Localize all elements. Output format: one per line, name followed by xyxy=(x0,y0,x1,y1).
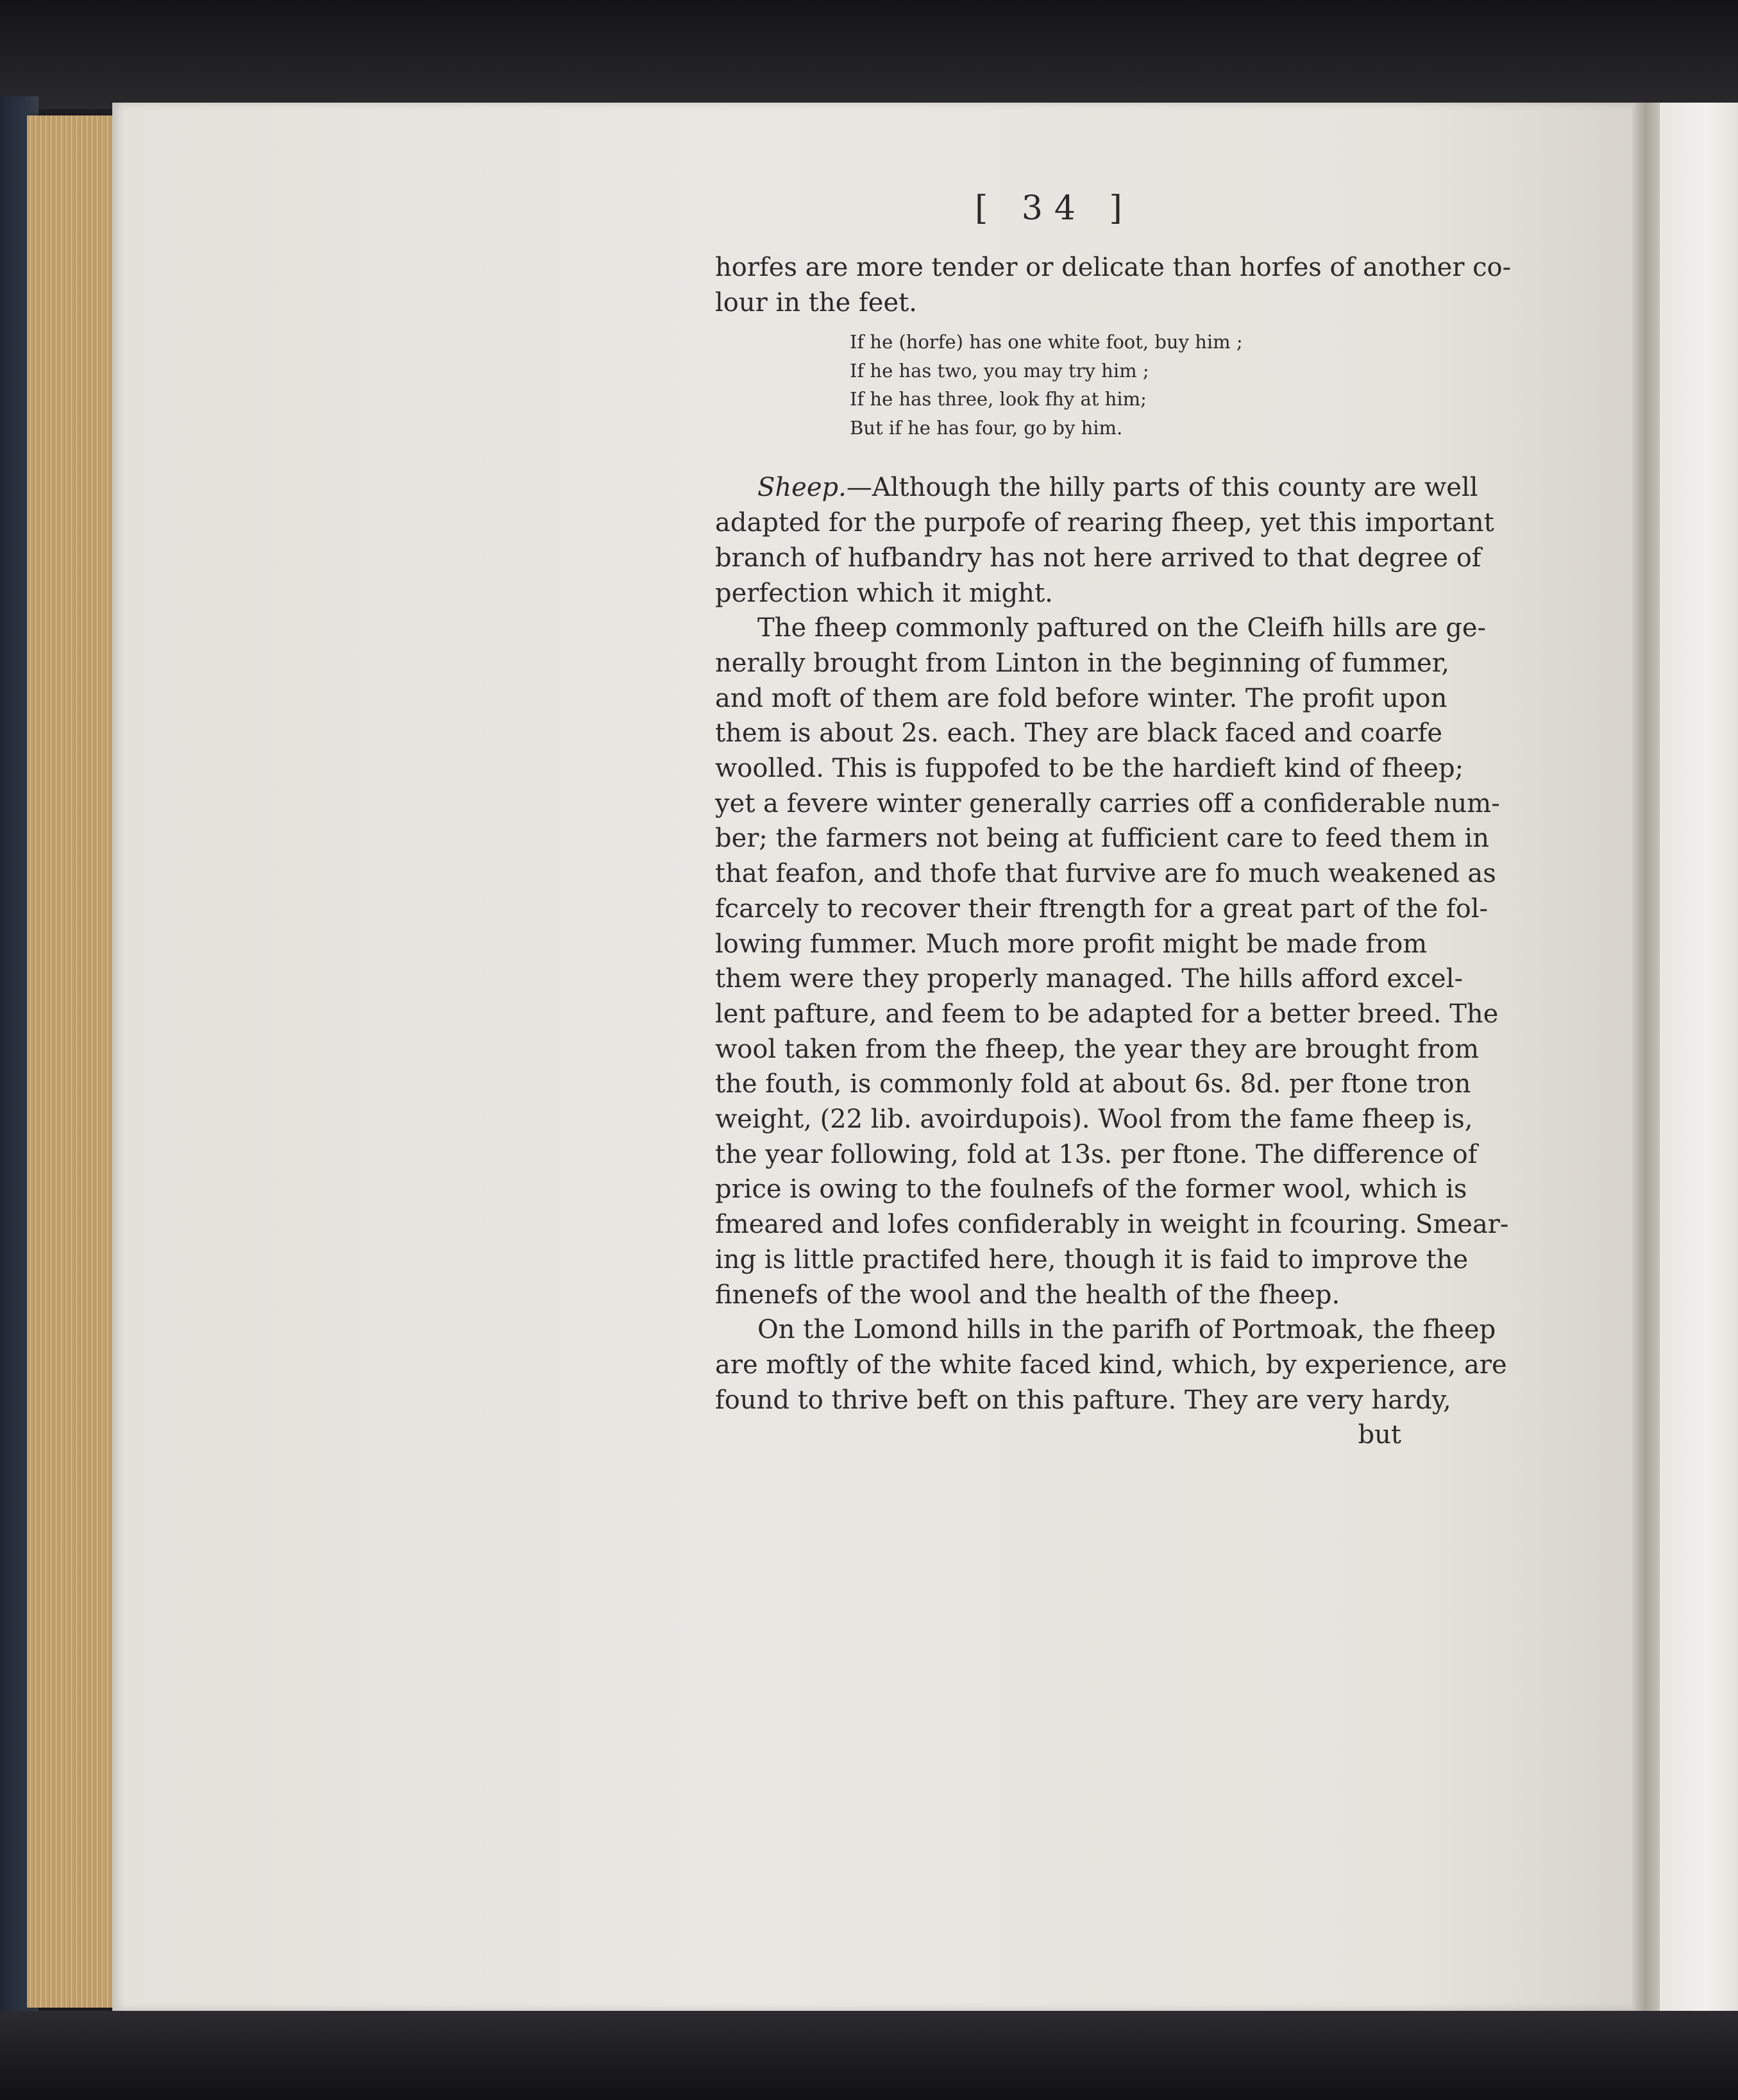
text-line xyxy=(715,470,1478,505)
text-line: the fouth, is commonly fold at about 6s. 8d. per ftone tron xyxy=(715,1069,1471,1099)
page-edges xyxy=(27,115,117,2008)
text-line: nerally brought from Linton in the beginning of fummer, xyxy=(715,648,1450,678)
book-gutter xyxy=(1632,103,1661,2011)
text-line: yet a fevere winter generally carries off a confiderable num- xyxy=(715,788,1500,818)
paragraph-lomond-hills xyxy=(715,1312,1507,1453)
verse-line: But if he has four, go by him. xyxy=(850,416,1123,439)
text-line: that feafon, and thofe that furvive are fo much weakened as xyxy=(715,859,1496,889)
verse-line: If he has three, look fhy at him; xyxy=(850,388,1147,411)
text-line: perfection which it might. xyxy=(715,578,1053,608)
verse-line: If he (horfe) has one white foot, buy him ; xyxy=(850,331,1243,353)
text-line: lour in the feet. xyxy=(715,287,917,318)
text-line: wool taken from the fheep, the year they are brought from xyxy=(715,1034,1480,1064)
text-line: ing is little practifed here, though it is faid to improve the xyxy=(715,1244,1469,1274)
text-line: fmeared and lofes confiderably in weight in fcouring. Smear- xyxy=(715,1210,1509,1240)
text-line: weight, (22 lib. avoirdupois). Wool from the fame fheep is, xyxy=(715,1105,1473,1135)
text-line-continuation: —Although the hilly parts of this county are well xyxy=(846,473,1478,503)
verse-block xyxy=(850,328,1401,442)
text-line: them is about 2s. each. They are black faced and coarfe xyxy=(715,718,1443,749)
text-line: fcarcely to recover their ftrength for a great part of the fol- xyxy=(715,893,1489,924)
catchword: but xyxy=(1358,1420,1401,1450)
paragraph-sheep-intro xyxy=(715,470,1494,611)
text-line: woolled. This is fuppofed to be the hardieft kind of fheep; xyxy=(715,754,1464,784)
text-line: finenefs of the wool and the health of the fheep. xyxy=(715,1280,1340,1310)
text-line: them were they properly managed. The hills afford excel- xyxy=(715,964,1464,994)
text-line: horfes are more tender or delicate than horfes of another co- xyxy=(715,253,1512,282)
text-line: and moft of them are fold before winter. The profit upon xyxy=(715,683,1447,713)
opening-lines xyxy=(715,250,1512,320)
text-line: adapted for the purpofe of rearing fheep, yet this important xyxy=(715,508,1494,538)
text-line: ber; the farmers not being at fufficient care to feed them in xyxy=(715,824,1489,854)
text-line: lowing fummer. Much more profit might be made from xyxy=(715,929,1428,959)
text-line: found to thrive beft on this pafture. They are very hardy, xyxy=(715,1385,1451,1415)
page-number: [ 34 ] xyxy=(975,189,1134,228)
text-line: branch of hufbandry has not here arrived to that degree of xyxy=(715,543,1481,573)
paragraph-cleish-hills xyxy=(715,611,1509,1312)
page-text xyxy=(715,186,1512,1453)
scan-background-top xyxy=(0,0,1738,109)
section-heading-sheep: Sheep. xyxy=(757,473,847,503)
verse-line: If he has two, you may try him ; xyxy=(850,359,1149,382)
scan-background-bottom xyxy=(0,2011,1738,2100)
text-line: are moftly of the white faced kind, which, by experience, are xyxy=(715,1350,1507,1380)
text-line: On the Lomond hills in the parifh of Portmoak, the fheep xyxy=(757,1315,1496,1345)
text-line: the year following, fold at 13s. per ftone. The difference of xyxy=(715,1139,1478,1169)
text-line: price is owing to the foulnefs of the former wool, which is xyxy=(715,1174,1467,1205)
text-line: The fheep commonly paftured on the Cleifh hills are ge- xyxy=(757,613,1487,643)
text-line: lent pafture, and feem to be adapted for a better breed. The xyxy=(715,999,1499,1029)
facing-page-edge xyxy=(1660,103,1738,2011)
